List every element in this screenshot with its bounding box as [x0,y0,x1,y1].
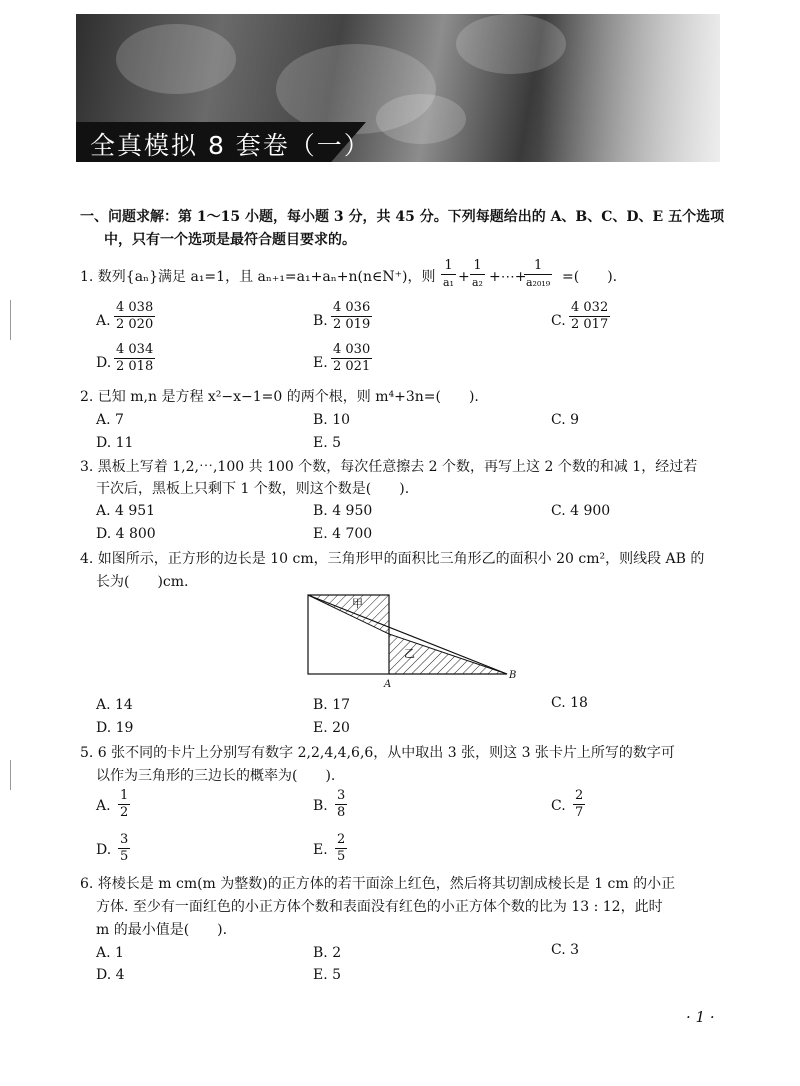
q3-option-a[interactable]: A. 4 951 [96,503,156,519]
q4-option-d[interactable]: D. 19 [96,720,134,736]
q3-line2: 干次后，黑板上只剩下 1 个数，则这个数是( ). [96,481,410,497]
q5-option-b-label[interactable]: B. [313,798,328,814]
section-heading-line2: 中，只有一个选项是最符合题目要求的。 [104,232,356,248]
q1-option-a-label[interactable]: A. [96,313,111,329]
label-yi: 乙 [404,647,415,660]
q3-option-d[interactable]: D. 4 800 [96,526,156,542]
q3-option-c[interactable]: C. 4 900 [551,503,611,519]
q1-stem: 1. 数列{aₙ}满足 a₁=1，且 aₙ₊₁=a₁+aₙ+n(n∈N⁺)，则 [80,269,436,285]
q2-option-b[interactable]: B. 10 [313,412,351,428]
q6-line3: m 的最小值是( ). [96,922,228,938]
q4-option-e[interactable]: E. 20 [313,720,350,736]
q1-frac-1: 1 a₁ [443,258,454,289]
q5-option-d-label[interactable]: D. [96,842,112,858]
q4-option-b[interactable]: B. 17 [313,697,351,713]
label-jia: 甲 [352,597,363,610]
q4-line1: 4. 如图所示，正方形的边长是 10 cm，三角形甲的面积比三角形乙的面积小 20 cm²，则线段 AB 的 [80,551,705,567]
page-number: · 1 · [686,1008,715,1026]
q6-option-d[interactable]: D. 4 [96,967,125,983]
q1-option-e-label[interactable]: E. [313,355,328,371]
q1-option-e-value[interactable]: $\frac{4 030}{2 021}$ [333,342,371,374]
q1-option-b-value[interactable]: $\frac{4 036}{2 019}$ [333,300,371,332]
q3-line1: 3. 黑板上写着 1,2,⋯,100 共 100 个数，每次任意擦去 2 个数，再写上这 2 个数的和减 1，经过若 [80,459,698,475]
q1-tail: =( ). [562,269,618,285]
q2-option-a[interactable]: A. 7 [96,412,124,428]
page-title: 全真模拟 8 套卷（一） [90,131,371,160]
q6-line2: 方体. 至少有一面红色的小正方体个数和表面没有红色的小正方体个数的比为 13 : 12，此时 [96,899,663,915]
triangle-jia [308,595,389,634]
scan-margin-mark [10,300,11,340]
q4-line2: 长为( )cm. [96,574,189,590]
q5-option-b-value[interactable]: $\frac{3}{8}$ [337,788,346,820]
q5-line1: 5. 6 张不同的卡片上分别写有数字 2,2,4,4,6,6，从中取出 3 张，则这 3 张卡片上所写的数字可 [80,745,675,761]
q5-option-e-label[interactable]: E. [313,842,328,858]
q1-option-c-value[interactable]: $\frac{4 032}{2 017}$ [571,300,609,332]
q1-option-b-label[interactable]: B. [313,313,328,329]
q5-line2: 以作为三角形的三边长的概率为( ). [96,768,336,784]
q2-option-d[interactable]: D. 11 [96,435,134,451]
q6-option-e[interactable]: E. 5 [313,967,342,983]
q1-option-d-label[interactable]: D. [96,355,112,371]
q1-option-a-value[interactable]: $\frac{4 038}{2 020}$ [116,300,154,332]
q6-option-a[interactable]: A. 1 [96,945,124,961]
q5-option-c-value[interactable]: $\frac{2}{7}$ [575,788,584,820]
q2-option-e[interactable]: E. 5 [313,435,342,451]
q2-option-c[interactable]: C. 9 [551,412,580,428]
q1-option-c-label[interactable]: C. [551,313,566,329]
q3-option-b[interactable]: B. 4 950 [313,503,373,519]
q5-option-d-value[interactable]: $\frac{3}{5}$ [120,832,129,864]
scan-margin-mark [10,760,11,790]
q4-option-a[interactable]: A. 14 [96,697,133,713]
q1-option-d-value[interactable]: $\frac{4 034}{2 018}$ [116,342,154,374]
q5-option-a-label[interactable]: A. [96,798,111,814]
q3-option-e[interactable]: E. 4 700 [313,526,373,542]
q4-option-c[interactable]: C. 18 [551,695,588,711]
q5-option-e-value[interactable]: $\frac{2}{5}$ [337,832,346,864]
q6-option-c[interactable]: C. 3 [551,942,580,958]
q6-line1: 6. 将棱长是 m cm(m 为整数)的正方体的若干面涂上红色，然后将其切割成棱长是 1 cm 的小正 [80,876,676,892]
q1-plus: + [458,269,470,285]
q4-figure [300,590,530,688]
q1-frac-3: 1 a₂₀₁₉ [526,258,551,289]
q1-frac-2: 1 a₂ [472,258,483,289]
q6-option-b[interactable]: B. 2 [313,945,342,961]
q5-option-c-label[interactable]: C. [551,798,566,814]
section-heading-line1: 一、问题求解：第 1～15 小题，每小题 3 分，共 45 分。下列每题给出的 A、B、C、D、E 五个选项 [80,209,725,225]
label-b: B [509,670,517,681]
q5-option-a-value[interactable]: $\frac{1}{2}$ [120,788,129,820]
q1-dots: +⋯+ [489,269,527,285]
label-a: A [384,679,392,688]
q2-stem: 2. 已知 m,n 是方程 x²−x−1=0 的两个根，则 m⁴+3n=( ). [80,389,479,405]
